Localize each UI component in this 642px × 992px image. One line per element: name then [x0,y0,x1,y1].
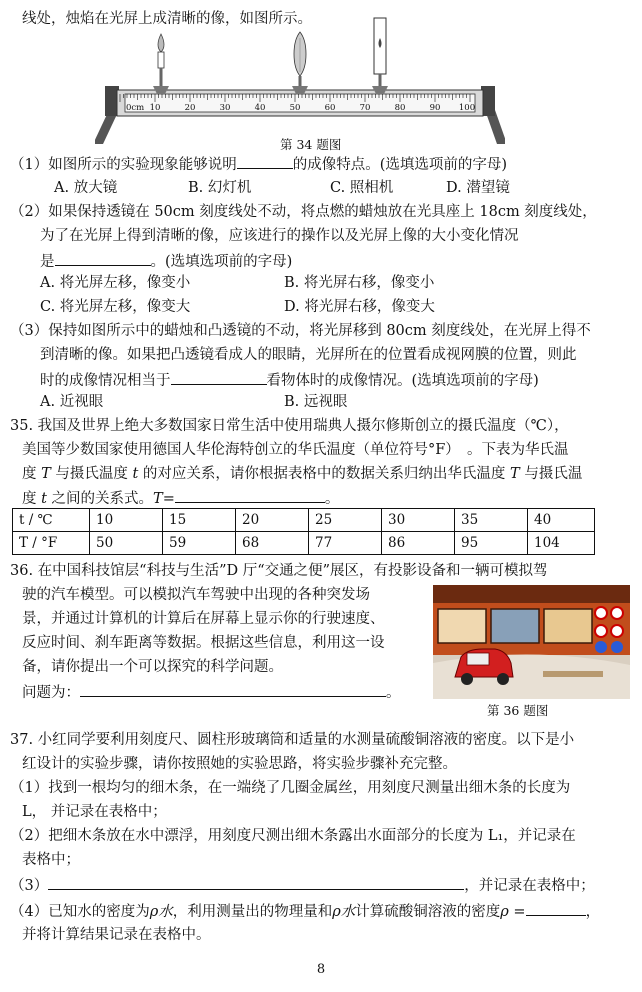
q37-step1-line2: L， 并记录在表格中； [22,804,167,820]
q37-line1: 37. 小红同学要利用刻度尺、圆柱形玻璃筒和适量的水测量硫酸铜溶液的密度。以下是小 [10,732,575,748]
intro-line: 线处，烛焰在光屏上成清晰的像，如图所示。 [22,11,312,27]
q35-line3: 度 T 与摄氏温度 t 的对应关系，请你根据表格中的数据关系归纳出华氏温度 T 与摄氏温 [22,466,583,482]
table-row-celsius [13,509,595,532]
temperature-table [12,508,595,555]
q37-step3-blank[interactable] [48,874,464,890]
candle [153,34,169,94]
table-cell: 25 [309,509,382,532]
q35-line1: 35. 我国及世界上绝大多数国家日常生活中使用瑞典人摄尔修斯创立的摄氏温度（℃）， [10,418,569,434]
table-cell: 20 [236,509,309,532]
q34-p1-opt-c: C. 照相机 [330,180,394,196]
q36-line6: 问题为： 。 [22,681,401,703]
table-cell: 30 [382,509,455,532]
row-header-fahrenheit: T / °F [13,532,90,555]
q37-line2: 红设计的实验步骤，请你按照她的实验思路，将实验步骤补充完整。 [22,756,457,772]
q36-line1: 36. 在中国科技馆层“科技与生活”D 厅“交通之便”展区，有投影设备和一辆可模拟驾 [10,563,548,579]
q34-p2-opt-d: D. 将光屏右移，像变大 [284,299,435,315]
q34-p3-blank[interactable] [171,369,267,385]
q35-formula-blank[interactable] [175,487,325,503]
q34-p3-opt-b: B. 远视眼 [284,394,348,410]
q36-line5: 备，请你提出一个可以探究的科学问题。 [22,659,283,675]
q34-p2-opt-a: A. 将光屏左移，像变小 [40,275,191,291]
table-cell: 104 [528,532,595,555]
table-cell: 15 [163,509,236,532]
q34-p2-line1: （2）如果保持透镜在 50cm 刻度线处不动，将点燃的蜡烛放在光具座上 18cm 刻度线处， [10,204,597,220]
exhibit-photo [433,585,630,699]
table-cell: 10 [90,509,163,532]
q36-line4: 反应时间、刹车距离等数据。根据这些信息，利用这一设 [22,635,385,651]
q37-step1-line1: （1）找到一根均匀的细木条，在一端绕了几圈金属丝，用刻度尺测量出细木条的长度为 [10,780,571,796]
q35-line4: 度 t 之间的关系式。T= 。 [22,487,339,509]
q34-p2-blank[interactable] [55,250,151,266]
table-cell: 95 [455,532,528,555]
ruler-unit-label: 0cm [126,103,145,113]
q34-p1-opt-b: B. 幻灯机 [188,180,252,196]
q34-p3-opt-a: A. 近视眼 [40,394,104,410]
table-row-fahrenheit [13,532,595,555]
table-cell: 77 [309,532,382,555]
tick-label: 100 [458,103,476,113]
fig36-caption: 第 36 题图 [487,703,549,718]
table-cell: 50 [90,532,163,555]
fig34-caption: 第 34 题图 [280,137,342,152]
light-screen [372,18,388,94]
tick-label: 80 [394,103,406,113]
q34-p3-line2: 到清晰的像。如果把凸透镜看成人的眼睛，光屏所在的位置看成视网膜的位置，则此 [40,347,577,363]
q37-step4-line2: 并将计算结果记录在表格中。 [22,927,211,943]
row-header-celsius: t / ℃ [13,509,90,532]
table-cell: 40 [528,509,595,532]
q34-p1-opt-a: A. 放大镜 [54,180,118,196]
tick-label: 40 [254,103,266,113]
q34-p3-line1: （3）保持如图所示中的蜡烛和凸透镜的不动，将光屏移到 80cm 刻度线处，在光屏上得不 [10,323,591,339]
q37-density-blank[interactable] [526,900,586,916]
q34-p1-blank[interactable] [237,153,293,169]
optical-bench-figure [95,14,505,154]
q34-p2-line2: 为了在光屏上得到清晰的像，应该进行的操作以及光屏上像的大小变化情况 [40,228,519,244]
q37-step4-line1: （4）已知水的密度为ρ水，利用测量出的物理量和ρ水计算硫酸铜溶液的密度ρ = ， [10,900,600,922]
q34-p3-line3: 时的成像情况相当于 看物体时的成像情况。(选填选项前的字母) [40,369,539,391]
tick-label: 10 [149,103,161,113]
q37-step2-line2: 表格中； [22,852,80,868]
table-cell: 59 [163,532,236,555]
q36-line2: 驶的汽车模型。可以模拟汽车驾驶中出现的各种突发场 [22,587,370,603]
table-cell: 68 [236,532,309,555]
tick-label: 30 [219,103,231,113]
q34-p2-opt-c: C. 将光屏左移，像变大 [40,299,191,315]
q34-p1: （1）如图所示的实验现象能够说明 的成像特点。(选填选项前的字母) [10,153,507,175]
tick-label: 90 [429,103,441,113]
convex-lens [292,32,308,94]
tick-label: 20 [184,103,196,113]
q37-step3: （3） ，并记录在表格中； [10,874,595,896]
tick-label: 70 [359,103,371,113]
page-number: 8 [316,962,326,977]
q35-line2: 美国等少数国家使用德国人华伦海特创立的华氏温度（单位符号°F） 。下表为华氏温 [22,442,569,458]
q34-p2-opt-b: B. 将光屏右移，像变小 [284,275,435,291]
table-cell: 35 [455,509,528,532]
table-cell: 86 [382,532,455,555]
tick-label: 50 [289,103,301,113]
q37-step2-line1: （2）把细木条放在水中漂浮，用刻度尺测出细木条露出水面部分的长度为 L₁，并记录在 [10,828,576,844]
q36-question-blank[interactable] [80,681,386,697]
tick-label: 60 [324,103,336,113]
q34-p2-line3: 是 。(选填选项前的字母) [40,250,292,272]
q34-p1-opt-d: D. 潜望镜 [446,180,510,196]
q36-line3: 景，并通过计算机的计算后在屏幕上显示你的行驶速度、 [22,611,385,627]
